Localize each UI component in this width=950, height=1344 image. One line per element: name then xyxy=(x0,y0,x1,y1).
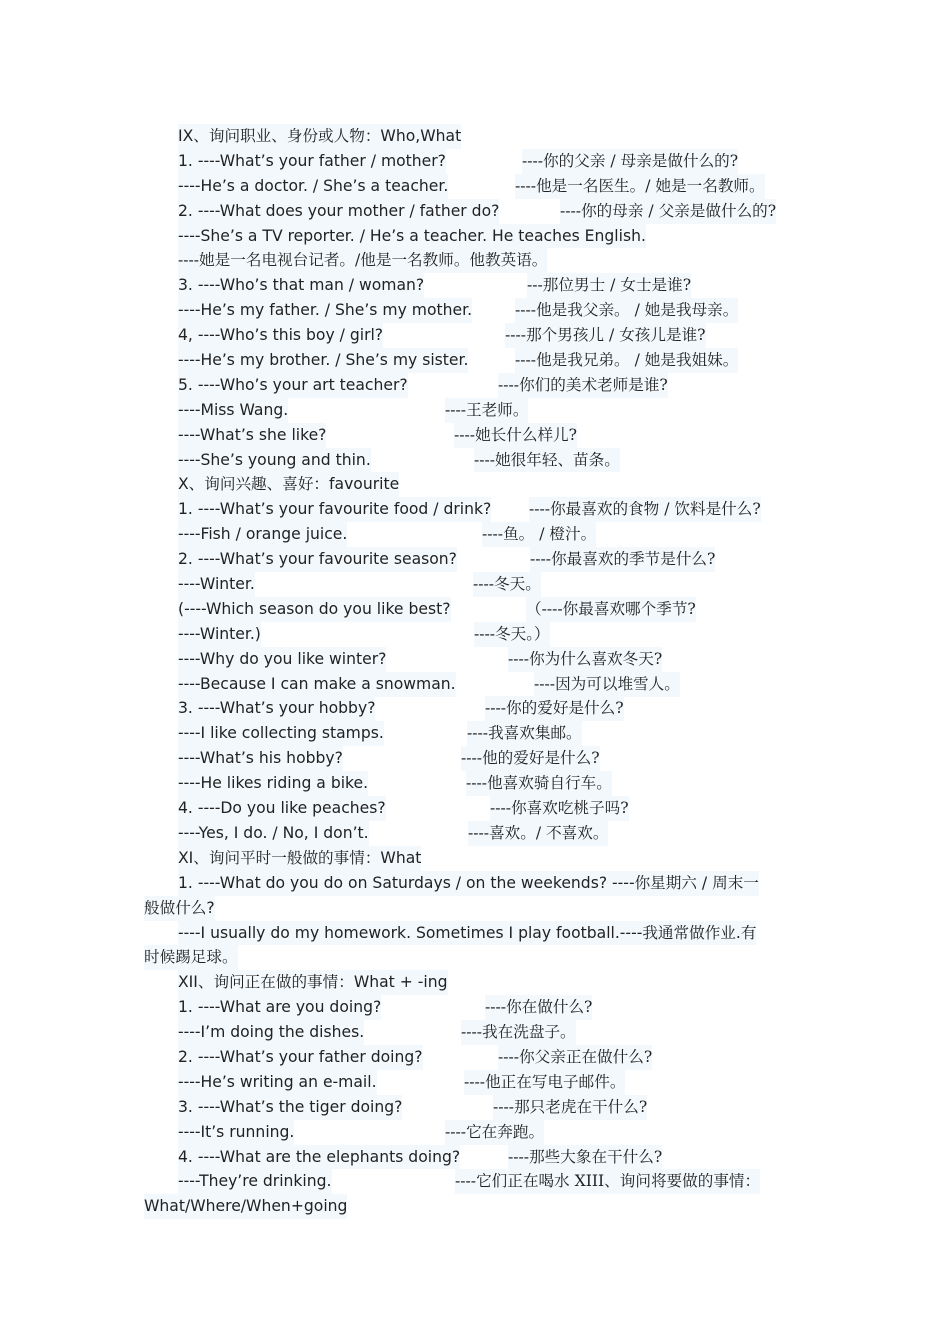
chinese-translation: ----她是一名电视台记者。/他是一名教师。他教英语。 xyxy=(178,248,547,273)
english-text: ----She’s a TV reporter. / He’s a teacher. He teaches English. xyxy=(178,224,646,249)
chinese-translation: ----你最喜欢的季节是什么? xyxy=(530,547,715,572)
text-line xyxy=(144,373,810,398)
text-line xyxy=(144,896,810,921)
english-text: 4. ----What are the elephants doing? xyxy=(178,1145,460,1170)
chinese-translation: ----你们的美术老师是谁? xyxy=(498,373,668,398)
text-line xyxy=(144,622,810,647)
english-text: ----She’s young and thin. xyxy=(178,448,371,473)
text-line xyxy=(144,298,810,323)
english-text: 1. ----What’s your favourite food / drink? xyxy=(178,497,491,522)
english-text: ----Winter.) xyxy=(178,622,261,647)
english-text: 1. ----What do you do on Saturdays / on the weekends? ----你星期六 / 周末一 xyxy=(178,871,759,896)
chinese-translation: ----我在洗盘子。 xyxy=(461,1020,576,1045)
document-body xyxy=(144,124,810,1219)
chinese-translation: ----喜欢。/ 不喜欢。 xyxy=(468,821,608,846)
english-text: ----I like collecting stamps. xyxy=(178,721,384,746)
english-text: ----Yes, I do. / No, I don’t. xyxy=(178,821,369,846)
text-line xyxy=(144,696,810,721)
english-text: ----What’s his hobby? xyxy=(178,746,343,771)
text-line xyxy=(144,348,810,373)
english-text: 1. ----What’s your father / mother? xyxy=(178,149,446,174)
text-line xyxy=(144,871,810,896)
chinese-translation: ----他是一名医生。/ 她是一名教师。 xyxy=(515,174,765,199)
chinese-translation: ---那位男士 / 女士是谁? xyxy=(527,273,691,298)
text-line xyxy=(144,1045,810,1070)
text-line xyxy=(144,248,810,273)
english-text: 5. ----Who’s your art teacher? xyxy=(178,373,408,398)
english-text: ----Fish / orange juice. xyxy=(178,522,347,547)
english-text: What/Where/When+going xyxy=(144,1194,347,1219)
english-text: XI、询问平时一般做的事情：What xyxy=(178,846,421,871)
chinese-translation: ----那只老虎在干什么? xyxy=(493,1095,647,1120)
english-text: 般做什么? xyxy=(144,896,215,921)
text-line xyxy=(144,970,810,995)
chinese-translation: ----你的爱好是什么? xyxy=(485,696,624,721)
english-text: 时候踢足球。 xyxy=(144,945,238,970)
english-text: (----Which season do you like best? xyxy=(178,597,451,622)
english-text: ----Winter. xyxy=(178,572,255,597)
text-line xyxy=(144,273,810,298)
chinese-translation: ----冬天。 xyxy=(473,572,541,597)
text-line xyxy=(144,796,810,821)
text-line xyxy=(144,1020,810,1045)
english-text: ----Miss Wang. xyxy=(178,398,288,423)
chinese-translation: ----我喜欢集邮。 xyxy=(467,721,582,746)
english-text: ----They’re drinking. xyxy=(178,1169,332,1194)
chinese-translation: ----王老师。 xyxy=(445,398,528,423)
text-line xyxy=(144,572,810,597)
chinese-translation: （----你最喜欢哪个季节? xyxy=(526,597,696,622)
chinese-translation: ----它们正在喝水 XIII、询问将要做的事情： xyxy=(455,1169,760,1194)
english-text: 3. ----Who’s that man / woman? xyxy=(178,273,424,298)
text-line xyxy=(144,423,810,448)
text-line xyxy=(144,224,810,249)
chinese-translation: ----你的母亲 / 父亲是做什么的? xyxy=(560,199,776,224)
text-line xyxy=(144,497,810,522)
text-line xyxy=(144,1145,810,1170)
english-text: ----What’s she like? xyxy=(178,423,326,448)
text-line xyxy=(144,124,810,149)
chinese-translation: ----你最喜欢的食物 / 饮料是什么? xyxy=(529,497,761,522)
english-text: X、询问兴趣、喜好：favourite xyxy=(178,472,399,497)
chinese-translation: ----他是我父亲。 / 她是我母亲。 xyxy=(515,298,738,323)
text-line xyxy=(144,398,810,423)
text-line xyxy=(144,597,810,622)
chinese-translation: ----他的爱好是什么? xyxy=(461,746,600,771)
text-line xyxy=(144,672,810,697)
english-text: 4. ----Do you like peaches? xyxy=(178,796,386,821)
english-text: IX、询问职业、身份或人物：Who,What xyxy=(178,124,461,149)
text-line xyxy=(144,921,810,946)
text-line xyxy=(144,1120,810,1145)
english-text: ----Why do you like winter? xyxy=(178,647,386,672)
chinese-translation: ----她很年轻、苗条。 xyxy=(474,448,620,473)
chinese-translation: ----你父亲正在做什么? xyxy=(498,1045,652,1070)
chinese-translation: ----他正在写电子邮件。 xyxy=(464,1070,625,1095)
english-text: ----He’s writing an e-mail. xyxy=(178,1070,377,1095)
chinese-translation: ----那些大象在干什么? xyxy=(508,1145,662,1170)
text-line xyxy=(144,174,810,199)
text-line xyxy=(144,1095,810,1120)
english-text: 2. ----What’s your favourite season? xyxy=(178,547,457,572)
chinese-translation: ----冬天。） xyxy=(474,622,550,647)
text-line xyxy=(144,522,810,547)
text-line xyxy=(144,199,810,224)
chinese-translation: ----鱼。 / 橙汁。 xyxy=(482,522,596,547)
chinese-translation: ----你喜欢吃桃子吗? xyxy=(490,796,629,821)
chinese-translation: ----你为什么喜欢冬天? xyxy=(508,647,662,672)
english-text: ----I’m doing the dishes. xyxy=(178,1020,364,1045)
chinese-translation: ----那个男孩儿 / 女孩儿是谁? xyxy=(505,323,706,348)
text-line xyxy=(144,323,810,348)
text-line xyxy=(144,1194,810,1219)
english-text: 2. ----What does your mother / father do? xyxy=(178,199,499,224)
text-line xyxy=(144,647,810,672)
english-text: ----He likes riding a bike. xyxy=(178,771,368,796)
text-line xyxy=(144,771,810,796)
chinese-translation: ----因为可以堆雪人。 xyxy=(534,672,680,697)
text-line xyxy=(144,746,810,771)
text-line xyxy=(144,821,810,846)
text-line xyxy=(144,547,810,572)
text-line xyxy=(144,721,810,746)
chinese-translation: ----你的父亲 / 母亲是做什么的? xyxy=(522,149,738,174)
chinese-translation: ----你在做什么? xyxy=(485,995,592,1020)
text-line xyxy=(144,1070,810,1095)
english-text: ----He’s my father. / She’s my mother. xyxy=(178,298,472,323)
chinese-translation: ----他是我兄弟。 / 她是我姐妹。 xyxy=(515,348,738,373)
text-line xyxy=(144,448,810,473)
english-text: 3. ----What’s your hobby? xyxy=(178,696,375,721)
english-text: 4, ----Who’s this boy / girl? xyxy=(178,323,383,348)
english-text: XII、询问正在做的事情：What + -ing xyxy=(178,970,448,995)
english-text: ----Because I can make a snowman. xyxy=(178,672,456,697)
chinese-translation: ----她长什么样儿? xyxy=(454,423,577,448)
chinese-translation: ----他喜欢骑自行车。 xyxy=(466,771,612,796)
text-line xyxy=(144,1169,810,1194)
english-text: ----I usually do my homework. Sometimes I play football.----我通常做作业.有 xyxy=(178,921,756,946)
text-line xyxy=(144,149,810,174)
english-text: ----He’s a doctor. / She’s a teacher. xyxy=(178,174,448,199)
text-line xyxy=(144,945,810,970)
english-text: ----It’s running. xyxy=(178,1120,294,1145)
text-line xyxy=(144,846,810,871)
text-line xyxy=(144,995,810,1020)
english-text: ----He’s my brother. / She’s my sister. xyxy=(178,348,468,373)
text-line xyxy=(144,472,810,497)
english-text: 3. ----What’s the tiger doing? xyxy=(178,1095,402,1120)
chinese-translation: ----它在奔跑。 xyxy=(445,1120,544,1145)
english-text: 2. ----What’s your father doing? xyxy=(178,1045,423,1070)
english-text: 1. ----What are you doing? xyxy=(178,995,381,1020)
